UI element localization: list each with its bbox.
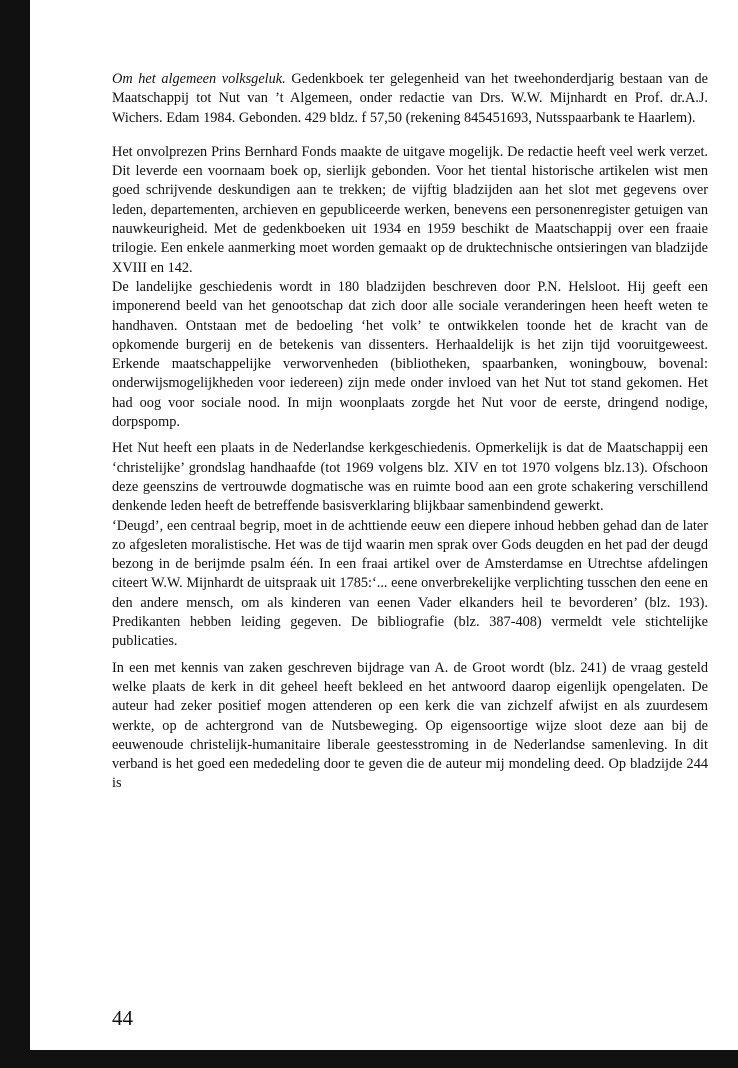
book-citation <box>112 70 708 128</box>
book-details: Gedenkboek ter gelegenheid van het tweehonderdjarig bestaan van de Maatschappij tot Nut van ’t Algemeen, onder redactie van Drs. W.W. Mijnhardt en Prof. dr.A.J. Wichers. Edam 1984. Gebonden. 429 bldz. f 57,50 (rekening 845451693, Nutsspaarbank te Haarlem). <box>112 71 708 126</box>
paragraph-geschiedenis: De landelijke geschiedenis wordt in 180 bladzijden beschreven door P.N. Helsloot. Hij geeft een imponerend beeld van het genootschap dat zich door alle sociale veranderingen heen heeft weten te handhaven. Ontstaan met de bedoeling ‘het volk’ te ontwikkelen toonde het de kracht van de opkomende burgerij en de betekenis van dissenters. Herhaaldelijk is het zijn tijd vooruitgeweest. Erkende maatschappelijke verworvenheden (bibliotheken, spaarbanken, woningbouw, bovenal: onderwijsmogelijkheden voor iedereen) zijn mede onder invloed van het Nut tot stand gekomen. Het had oog voor sociale nood. In mijn woonplaats zorgde het Nut voor de eerste, dringend nodige, dorpspomp. <box>112 278 708 431</box>
scan-bottom-edge <box>30 1050 738 1068</box>
book-title: Om het algemeen volksgeluk. <box>112 71 286 87</box>
paragraph-deugd: ‘Deugd’, een centraal begrip, moet in de achttiende eeuw een diepere inhoud hebben gehad dan de later zo afgesleten moralistische. Het was de tijd waarin men sprak over Gods deugden en het pad der deugd bezong in de berijmde psalm één. In een fraai artikel over de Amsterdamse en Utrechtse afdelingen citeert W.W. Mijnhardt de uitspraak uit 1785:‘... eene onverbrekelijke verplichting tusschen den eene en den andere mensch, om als kinderen van eenen Vader elkanders heil te bevorderen’ (blz. 193). Predikanten hebben leiding gegeven. De bibliografie (blz. 387-408) vermeldt vele stichtelijke publicaties. <box>112 517 708 650</box>
paragraph-fonds: Het onvolprezen Prins Bernhard Fonds maakte de uitgave mogelijk. De redactie heeft veel werk verzet. Dit leverde een voornaam boek op, sierlijk gebonden. Voor het tiental historische artikelen wist men goed schrijvende deskundigen aan te trekken; de vijftig bladzijden aan het slot met gegevens over leden, departementen, archieven en gepubliceerde werken, benevens een personenregister getuigen van nauwkeurigheid. Met de gedenkboeken uit 1934 en 1959 beschikt de Maatschappij over een fraaie trilogie. Een enkele aanmerking moet worden gemaakt op de druktechnische ontsieringen van bladzijde XVIII en 142. <box>112 143 708 276</box>
paragraph-kerkgeschiedenis: Het Nut heeft een plaats in de Nederlandse kerkgeschiedenis. Opmerkelijk is dat de Maatschappij een ‘christelijke’ grondslag handhaafde (tot 1969 volgens blz. XIV en tot 1970 volgens blz.13). Ofschoon deze geenszins de vertrouwde dogmatische was en ruimte bood aan een grote schakering verschillend denkende leden heeft de betreffende basisverklaring blijkbaar samenbindend gewerkt. <box>112 440 708 515</box>
paragraph-de-groot: In een met kennis van zaken geschreven bijdrage van A. de Groot wordt (blz. 241) de vraag gesteld welke plaats de kerk in dit geheel heeft bekleed en het antwoord daarop eigenlijk opengelaten. De auteur had zeker positief mogen attenderen op een kerk die van zichzelf afwijst en als zuurdesem werkte, op de achtergrond van de Nutsbeweging. Op eigensoortige wijze sloot deze aan bij de eeuwenoude christelijk-humanitaire liberale geestesstroming in de Nederlandse samenleving. In dit verband is het goed een mededeling door te geven die de auteur mij mondeling deed. Op bladzijde 244 is <box>112 659 708 792</box>
page-body <box>112 70 708 794</box>
scan-left-edge <box>0 0 30 1068</box>
page-number: 44 <box>112 1006 133 1030</box>
